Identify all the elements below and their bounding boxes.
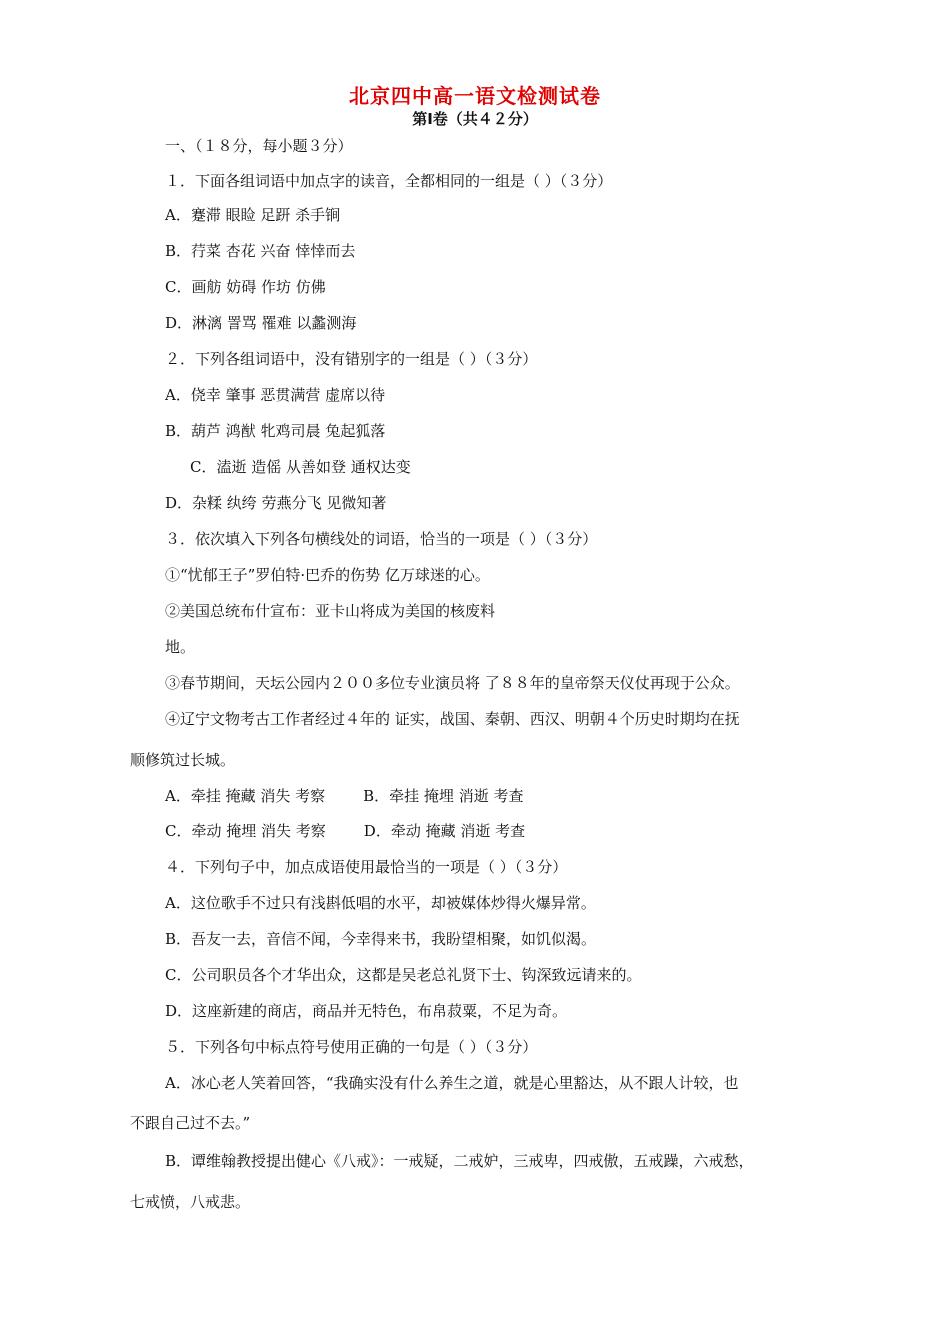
question-3-options-row-1 [165,786,523,806]
question-3-option-a: A．牵挂 掩藏 消失 考察 [165,787,326,805]
question-5-stem: ５．下列各句中标点符号使用正确的一句是（ ）（３分） [165,1038,538,1056]
question-3-sentence-4-cont: 顺修筑过长城。 [130,751,236,769]
question-2-option-b: B．葫芦 鸿猷 牝鸡司晨 兔起狐落 [165,422,386,440]
question-2-option-c: C．溘逝 造傜 从善如登 通权达变 [190,458,411,476]
section-heading: 一、（１８分，每小题３分） [165,137,353,155]
question-2-option-d: D．杂糅 纨绔 劳燕分飞 见微知著 [165,494,387,512]
volume-subtitle: 第Ⅰ卷（共４２分） [412,110,538,128]
question-3-options-row-2 [165,821,525,841]
question-1-option-c: C．画舫 妨碍 作坊 仿佛 [165,278,326,296]
question-4-option-b: B．吾友一去，音信不闻，今幸得来书，我盼望相聚，如饥似渴。 [165,930,597,948]
question-5-option-a-cont: 不跟自己过不去。” [130,1114,251,1132]
question-1-option-b: B．荇菜 杏花 兴奋 悻悻而去 [165,242,356,260]
question-3-sentence-2-cont: 地。 [165,638,196,656]
question-3-sentence-2: ②美国总统布什宣布：亚卡山将成为美国的核废料 [165,602,496,620]
question-4-option-d: D．这座新建的商店，商品并无特色，布帛菽粟，不足为奇。 [165,1002,568,1020]
question-5-option-b-cont: 七戒愤，八戒悲。 [130,1193,251,1211]
question-2-stem: ２．下列各组词语中，没有错别字的一组是（ ）（３分） [165,350,538,368]
question-1-option-a: A．蹇滞 眼睑 足趼 杀手锏 [165,206,341,224]
question-4-option-c: C．公司职员各个才华出众，这都是吴老总礼贤下士、钩深致远请来的。 [165,966,642,984]
question-3-option-b: B．牵挂 掩埋 消逝 考查 [363,787,524,805]
question-3-sentence-3: ③春节期间，天坛公园内２００多位专业演员将 了８８年的皇帝祭天仪仗再现于公众。 [165,674,740,692]
question-2-option-a: A．侥幸 肇事 恶贯满营 虚席以待 [165,386,386,404]
page-title: 北京四中高一语文检测试卷 [349,84,601,108]
question-1-stem: １．下面各组词语中加点字的读音，全都相同的一组是（ ）（３分） [165,172,613,190]
question-3-option-c: C．牵动 掩埋 消失 考察 [165,822,326,840]
question-4-option-a: A．这位歌手不过只有浅斟低唱的水平，却被媒体炒得火爆异常。 [165,894,596,912]
question-4-stem: ４．下列句子中，加点成语使用最恰当的一项是（ ）（３分） [165,858,568,876]
question-3-sentence-1: ①“忧郁王子”罗伯特·巴乔的伤势 亿万球迷的心。 [165,566,490,584]
question-1-option-d: D．淋漓 詈骂 罹难 以蠡测海 [165,314,357,332]
question-5-option-a: A．冰心老人笑着回答，“我确实没有什么养生之道，就是心里豁达，从不跟人计较，也 [165,1074,739,1092]
question-3-stem: ３．依次填入下列各句横线处的词语，恰当的一项是（ ）（３分） [165,530,598,548]
question-5-option-b: B．谭维翰教授提出健心《八戒》：一戒疑，二戒妒，三戒卑，四戒傲，五戒躁，六戒愁， [165,1152,754,1170]
question-3-sentence-4: ④辽宁文物考古工作者经过４年的 证实，战国、秦朝、西汉、明朝４个历史时期均在抚 [165,710,740,728]
question-3-option-d: D．牵动 掩藏 消逝 考查 [363,822,526,840]
